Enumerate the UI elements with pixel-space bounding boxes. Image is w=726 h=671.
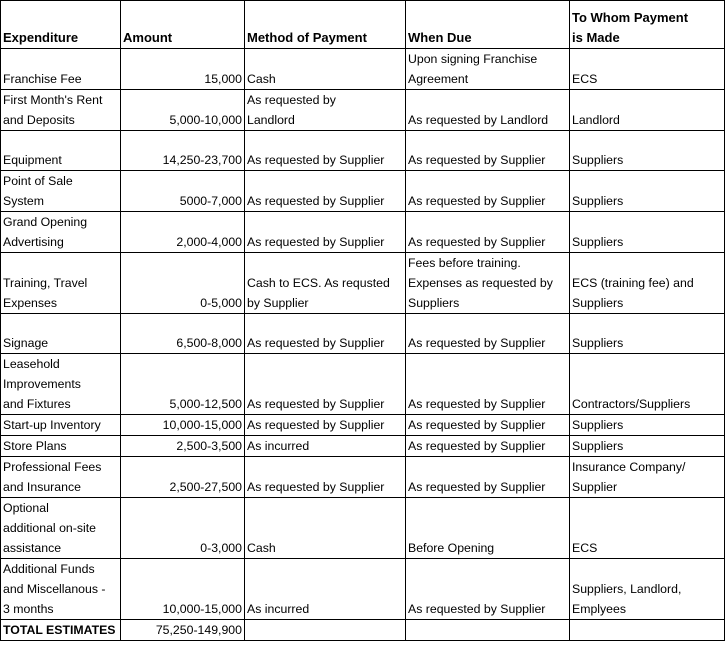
cell-amount: 5,000-12,500 [121, 354, 245, 415]
header-method: Method of Payment [245, 1, 406, 49]
cell-when-due: Upon signing Franchise Agreement [406, 49, 570, 90]
cell-expenditure: Equipment [1, 131, 121, 171]
cell-expenditure: Start-up Inventory [1, 415, 121, 436]
total-label: TOTAL ESTIMATES [1, 620, 121, 641]
cell-expenditure: Franchise Fee [1, 49, 121, 90]
cell-method: As incurred [245, 436, 406, 457]
cell-expenditure: Additional Funds and Miscellanous - 3 months [1, 559, 121, 620]
cell-amount: 5,000-10,000 [121, 90, 245, 131]
cell-amount: 0-5,000 [121, 253, 245, 314]
cell-when-due: As requested by Supplier [406, 354, 570, 415]
table-row [1, 436, 725, 457]
cell-when-due: As requested by Supplier [406, 131, 570, 171]
table-row [1, 354, 725, 415]
cell-to-whom: Suppliers [570, 436, 725, 457]
table-row [1, 212, 725, 253]
cell-to-whom: Suppliers [570, 415, 725, 436]
cell-amount: 10,000-15,000 [121, 559, 245, 620]
total-amount: 75,250-149,900 [121, 620, 245, 641]
cell-method: As incurred [245, 559, 406, 620]
table-row [1, 171, 725, 212]
cell-expenditure: Optional additional on-site assistance [1, 498, 121, 559]
cell-to-whom: ECS [570, 49, 725, 90]
cell-when-due: As requested by Supplier [406, 171, 570, 212]
cell-method: As requested by Supplier [245, 131, 406, 171]
cell-expenditure: Store Plans [1, 436, 121, 457]
cell-amount: 5000-7,000 [121, 171, 245, 212]
table-row [1, 415, 725, 436]
cell-expenditure: Grand Opening Advertising [1, 212, 121, 253]
cell-expenditure: Leasehold Improvements and Fixtures [1, 354, 121, 415]
cell-amount: 6,500-8,000 [121, 314, 245, 354]
cell-when-due: As requested by Landlord [406, 90, 570, 131]
header-row [1, 1, 725, 49]
table-row [1, 253, 725, 314]
table-row [1, 90, 725, 131]
cell-amount: 14,250-23,700 [121, 131, 245, 171]
cell-to-whom: Suppliers [570, 212, 725, 253]
cell-when-due: As requested by Supplier [406, 314, 570, 354]
cell-to-whom: Suppliers [570, 314, 725, 354]
cell-method: As requested by Supplier [245, 354, 406, 415]
cell-expenditure: First Month's Rent and Deposits [1, 90, 121, 131]
table-row [1, 131, 725, 171]
cell-amount: 0-3,000 [121, 498, 245, 559]
table-row [1, 457, 725, 498]
cell-when-due: Before Opening [406, 498, 570, 559]
cell-method: As requested by Supplier [245, 415, 406, 436]
cell-method: Cash [245, 49, 406, 90]
total-when-cell [406, 620, 570, 641]
table-row [1, 498, 725, 559]
cell-to-whom: Landlord [570, 90, 725, 131]
cell-method: As requested by Supplier [245, 457, 406, 498]
cell-to-whom: ECS [570, 498, 725, 559]
table-row [1, 314, 725, 354]
table-row [1, 559, 725, 620]
table-row [1, 49, 725, 90]
header-expenditure: Expenditure [1, 1, 121, 49]
cell-method: As requested by Supplier [245, 212, 406, 253]
cell-method: Cash to ECS. As requsted by Supplier [245, 253, 406, 314]
cell-amount: 15,000 [121, 49, 245, 90]
cell-amount: 2,500-3,500 [121, 436, 245, 457]
cell-when-due: As requested by Supplier [406, 457, 570, 498]
total-to-whom-cell [570, 620, 725, 641]
total-row [1, 620, 725, 641]
cell-amount: 2,500-27,500 [121, 457, 245, 498]
header-when-due: When Due [406, 1, 570, 49]
cell-when-due: As requested by Supplier [406, 212, 570, 253]
total-method-cell [245, 620, 406, 641]
cell-expenditure: Professional Fees and Insurance [1, 457, 121, 498]
header-to-whom: To Whom Payment is Made [570, 1, 725, 49]
cell-expenditure: Signage [1, 314, 121, 354]
cell-when-due: As requested by Supplier [406, 436, 570, 457]
cell-expenditure: Point of Sale System [1, 171, 121, 212]
cell-to-whom: ECS (training fee) and Suppliers [570, 253, 725, 314]
cell-to-whom: Suppliers [570, 131, 725, 171]
cell-when-due: As requested by Supplier [406, 415, 570, 436]
header-amount: Amount [121, 1, 245, 49]
cell-to-whom: Contractors/Suppliers [570, 354, 725, 415]
cell-method: As requested by Supplier [245, 314, 406, 354]
cell-method: As requested by Supplier [245, 171, 406, 212]
cell-to-whom: Suppliers [570, 171, 725, 212]
cell-method: Cash [245, 498, 406, 559]
cell-amount: 10,000-15,000 [121, 415, 245, 436]
cell-method: As requested by Landlord [245, 90, 406, 131]
cell-to-whom: Insurance Company/ Supplier [570, 457, 725, 498]
cell-expenditure: Training, Travel Expenses [1, 253, 121, 314]
cell-amount: 2,000-4,000 [121, 212, 245, 253]
table-body [1, 49, 725, 620]
cell-when-due: Fees before training. Expenses as requested by Suppliers [406, 253, 570, 314]
cell-to-whom: Suppliers, Landlord, Emplyees [570, 559, 725, 620]
cell-when-due: As requested by Supplier [406, 559, 570, 620]
